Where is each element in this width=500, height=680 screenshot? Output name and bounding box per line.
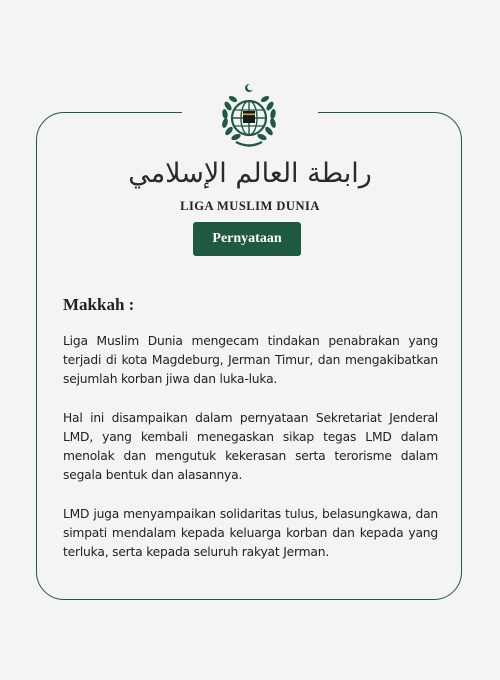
- globe-wreath-logo-icon: [218, 82, 280, 152]
- statement-badge: Pernyataan: [193, 222, 301, 256]
- org-name: LIGA MUSLIM DUNIA: [180, 199, 320, 213]
- arabic-org-name: رابطة العالم الإسلامي: [128, 158, 372, 189]
- paragraph-1: Liga Muslim Dunia mengecam tindakan penabrakan yang terjadi di kota Magdeburg, Jerman Timur, dan mengakibatkan sejumlah korban jiwa dan luka-luka.: [63, 334, 438, 386]
- paragraph-3: LMD juga menyampaikan solidaritas tulus, belasungkawa, dan simpati mendalam kepada keluarga korban dan kepada yang terluka, serta kepada seluruh rakyat Jerman.: [63, 507, 438, 559]
- paragraph-2: Hal ini disampaikan dalam pernyataan Sekretariat Jenderal LMD, yang kembali menegaskan sikap tegas LMD dalam menolak dan mengutuk kekerasan serta terorisme dalam segala bentuk dan alasannya.: [63, 411, 438, 482]
- place-heading: Makkah :: [63, 295, 135, 314]
- statement-body: [63, 332, 438, 582]
